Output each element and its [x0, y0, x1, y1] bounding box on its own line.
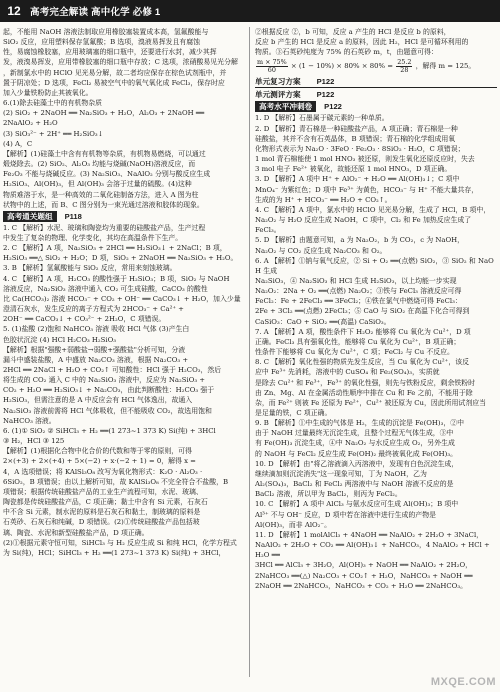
text-line: (4) A，C	[3, 139, 33, 148]
calculation-line	[255, 57, 497, 75]
text-line: 将生成的 CO₂ 通入 C 中的 Na₂SiO₃ 溶液中，反应为 Na₂SiO₃ +	[3, 376, 206, 385]
text-line: 3 mol 电子 Fe²⁺ 被氧化，故能还原 1 mol HNO₃，D 项正确。	[255, 165, 452, 174]
text-line: Na₂O₂ 与 CO₂ 反应生成 Na₂CO₃ 和 O₂。	[255, 246, 387, 255]
text-line: NaAlO₂ + 2H₂O + CO₂ ══ Al(OH)₃↓ + NaHCO₃，4 NaAlO₂ + HCl + H₂O ══	[255, 541, 490, 560]
text-line: 杂，而 Fe²⁺ 则被 Fe 还原为 Fe²⁺，Cu²⁺ 被还原为 Cu，因此所用试剂应当	[255, 398, 486, 407]
text-line: Na₂SiO₃，④ Na₂SiO₃ 和 HCl 生成 H₂SiO₃，以上均能一步实现	[255, 276, 457, 285]
text-line: 物质难溶于水，是一种高效的二氧化硅制备方法，进入 A 图为柱	[3, 190, 199, 199]
text-line: 澄清石灰水，发生反应的离子方程式为 2HCO₃⁻ + Ca²⁺ +	[3, 305, 184, 314]
text-line: CaSiO₃：CaO + SiO₂ ══(高温) CaSiO₃。	[255, 317, 391, 326]
text-line: 的 NaOH 与 FeCl₂ 反应生成 Fe(OH)₂ 最终被氧化成 Fe(OH)₃。	[255, 449, 457, 458]
text-line: 1 mol 青石棉能使 1 mol HNO₃ 被还原，则发生氧化还原反应时，失去	[255, 155, 475, 164]
section-unit-test	[255, 89, 497, 100]
text-line: 璃、陶瓷、水泥和新型硅酸盐产品，D 项正确。	[3, 528, 149, 537]
right-column	[255, 27, 497, 677]
text-line: 4. C 【解析】A 项中，氯水中的 HClO 见光易分解，生成了 HCl，B 项中，	[255, 205, 491, 214]
fraction-2	[396, 59, 412, 74]
text-line: 陶瓷都是传统硅酸盐产品，C 项正确；黏土中含有 Si 元素，石灰石	[3, 498, 208, 507]
text-line: 应中 Fe³⁺ 先消耗，溶液中的 CuSO₄ 和 Fe₂(SO₄)₃，实质就	[255, 368, 440, 377]
column-divider	[249, 27, 250, 677]
text-line: (2)①根据元素守恒可知，SiHCl₃ 与 H₂ 反应生成 Si 和纯 HCl，化学方程式	[3, 538, 237, 547]
fraction-1-denominator: 60	[267, 65, 276, 74]
text-line: Al₂(SO₄)₃，BaCl₂ 和 FeCl₂ 两溶液中与 NaOH 溶液不反应的是	[255, 480, 454, 489]
text-line: ②根据反应 ②，b 可知，反应 a 产生的 HCl 是反应 b 的原料，	[255, 28, 451, 36]
text-line: 硅酸盐，其并不含有石英晶体，B 项错误；青石棉的化学组成用氧	[255, 134, 456, 143]
text-line: 石英砂、石灰石和纯碱，D 项错误。(2)①传统硅酸盐产品包括玻	[3, 518, 200, 527]
text-line: 6. A 【解析】①钠与氧气反应，② Si + O₂ ══(点燃) SiO₂，③ SiO₂ 和 NaOH 生成	[255, 256, 494, 275]
fraction-2-denominator: 28	[400, 65, 409, 74]
text-line: 起，不能用 NaOH 溶液法制取应用橡胶塞装置成本高，氢氟酸能与	[3, 28, 209, 36]
text-line: 化物形式表示为 Na₂O · 3FeO · Fe₂O₃ · 8SiO₂ · H₂O，C 项错误；	[255, 144, 465, 153]
text-line: 由 Zn、Mg、Al 在金属活动性顺序中排在 Cu 和 Fe 之前，不能用于除	[255, 388, 473, 397]
text-line: 1. C 【解析】水泥、玻璃和陶瓷均为重要的硅酸盐产品，生产过程	[3, 223, 206, 232]
text-line: 3. D 【解析】A 项中 H⁺ + AlO₂⁻ + H₂O ══ Al(OH)₃↓；C 项中	[255, 175, 460, 184]
section-header	[3, 211, 245, 222]
text-line: 8. C 【解析】氧化性强的物质先发生反应，当 Cu 氧化为 Cu²⁺，该反	[255, 358, 469, 367]
text-line: 是除去 Cu²⁺ 和 Fe³⁺，Fe³⁺ 的氧化性强，则先与铁粉反应，剩余铁粉时	[255, 378, 476, 387]
calculation-middle: × (1 − 10%) × 80% × 80% =	[290, 62, 393, 71]
text-line: 2NaHCO₃ ══(△) Na₂CO₃ + CO₂↑ + H₂O，NaHCO₃ + NaOH ══	[255, 571, 473, 580]
watermark: MXQE.COM	[430, 676, 496, 688]
text-line: FeCl₂：Fe + 2FeCl₃ ══ 3FeCl₂；④铁在氯气中燃烧可得 FeCl₃：	[255, 297, 462, 306]
text-line: 4. C 【解析】A 项，H₂CO₃ 的酸性强于 H₂SiO₃；B 项，SiO₂ 与 NaOH	[3, 274, 230, 283]
section-page-ref: P118	[64, 211, 82, 221]
text-line: 色胶状沉淀 (4) HCl H₂CO₃ H₂SiO₃	[3, 335, 117, 344]
text-line: 2HCl ══ 2NaCl + H₂O + CO₂↑ 可知酸性：HCl 强于 H₂CO₃，然后	[3, 366, 222, 374]
text-line: (2) SiO₂ + 2NaOH ══ Na₂SiO₃ + H₂O，Al₂O₃ + 2NaOH ══	[3, 109, 205, 118]
right-column-top	[255, 27, 497, 57]
text-line: 9. B 【解析】①中生成的气体是 H₂，生成的沉淀是 Fe(OH)₃，②中	[255, 419, 465, 428]
text-line: 1. D 【解析】石墨属于碳元素的一种单质。	[255, 114, 389, 123]
text-line: 性，易腐蚀橡胶塞，应用玻璃塞的细口瓶中，还要进行水封，减少其挥	[3, 48, 217, 57]
text-line: 5. (1)盐酸 (2)饱和 NaHCO₃ 溶液 吸收 HCl 气体 (3)产生白	[3, 325, 190, 334]
text-line: 有 Fe(OH)₃ 沉淀生成，④中 Na₂O₂ 与水反应生成 O₂，另外生成	[255, 439, 455, 448]
text-line: 【解析】(1)硅藻土中含有有机物等杂质，有机物易燃烧，可以通过	[3, 149, 206, 158]
section-band-label: 单元测评方案	[255, 90, 301, 100]
section-band-label: 高考通关题组	[3, 211, 57, 222]
text-line: 【解析】根据"强酸+弱酸盐→弱酸+强酸盐"分析可知，分液	[3, 345, 186, 354]
text-line: 反应 b 产生的 HCl 是反应 a 的原料，因此 H₂，HCl 是可循环利用的	[255, 38, 469, 47]
text-line: NaHCO₃ 溶液。	[3, 416, 56, 425]
text-line: 漏斗中盛装盐酸，A 中盛放 Na₂CO₃ 溶液，根据 Na₂CO₃ +	[3, 355, 189, 364]
section-unit-review	[255, 76, 497, 88]
fraction-1-numerator: m × 75%	[257, 57, 287, 66]
text-line: 2×(+3) + 2×(+4) + 5×(−2) + x·(−2 + 1) = 0，解得 x =	[3, 457, 196, 466]
text-line: 5. D 【解析】由题意可知，a 为 Na₂O₂，b 为 CO₂，c 为 NaOH，	[255, 236, 465, 245]
header-title: 高考完全解读 高中化学 必修 1	[30, 7, 161, 18]
text-line: 6SiO₂，B 项错误；由以上解析可知，故 KAlSi₃O₈ 不完全符合不盐酸，B	[3, 477, 229, 486]
text-line: 置于阴凉处；D 选项，FeCl₂ 易被空气中的氧气氧化成 FeCl₃，保存时应	[3, 78, 225, 87]
section-exam-sprint	[255, 101, 497, 112]
text-line: Na₂SiO₃ 溶液前需将 HCl 气体吸收，但不能吸收 CO₂，故选用饱和	[3, 406, 212, 415]
text-line: H₂SiO₃ ══△ SiO₂ + H₂O；D 项，SiO₂ + 2NaOH ══ Na₂SiO₃ + H₂O。	[3, 254, 238, 263]
text-line: 6. (1)① SiO₂ ② SiHCl₃ + H₂ ══(1 273~1 373 K) Si(纯) + 3HCl	[3, 426, 216, 435]
text-line: 由于 NaOH 过量最终无沉淀生成，且整个过程无气体生成，③中	[255, 429, 454, 438]
text-line: Na₂O₂：2Na + O₂ ══(点燃) Na₂O₂；③铁与 FeCl₃ 溶液反应可得	[255, 287, 462, 296]
text-line: 加入少量铁粉防止其被氧化。	[3, 88, 93, 97]
section-page-ref: P122	[316, 90, 335, 100]
text-line: FeCl₃。	[255, 226, 281, 235]
text-line: 发，液溴易挥发，应用带橡胶塞的细口瓶中存放；C 选项，浓硝酸易见光分解	[3, 58, 238, 67]
text-line: Fe₂O₃ 不能与烧碱反应。(3) Na₂SiO₃、NaAlO₂ 分别与酸反应生成	[3, 170, 211, 179]
text-line: 11. D 【解析】1 molAlCl₃ + 4NaOH ══ NaAlO₂ + 2H₂O + 3NaCl，	[255, 530, 484, 539]
text-line: 生成的为 H⁺ + HCO₃⁻ ══ H₂O + CO₂↑。	[255, 195, 392, 204]
text-line: ，新制氯水中的 HClO 见光易分解，故二者均应保存在棕色试剂瓶中，并	[3, 68, 227, 77]
text-line: 6.(1)除去硅藻土中的有机物杂质	[3, 99, 103, 108]
text-line: 【解析】(1)根据化合物中化合价的代数和等于零的原则，可得	[3, 447, 192, 456]
calculation-result: ，解得 m = 125。	[415, 62, 476, 71]
fraction-2-numerator: 25.2	[397, 57, 412, 66]
text-line: 正确。FeCl₃ 具有强氧化性，能够将 Cu 氧化为 Cu²⁺，B 项正确；	[255, 337, 461, 346]
text-line: 物质。③石英砂纯度为 75% 的石英砂 m，t，由题意可得：	[255, 48, 438, 57]
text-line: 10. D 【解析】由"将乙溶液滴入丙溶液中，发现有白色沉淀生成，	[255, 459, 459, 468]
text-line: 为 Si(纯)，HCl；SiHCl₃ + H₂ ══(1 273~1 373 K) Si(纯) + 3HCl，	[3, 548, 226, 557]
text-line: 是足量的铁，C 项正确。	[255, 409, 332, 417]
page-header	[0, 0, 500, 22]
text-line: (3) SiO₃²⁻ + 2H⁺ ══ H₂SiO₃↓	[3, 129, 104, 138]
page-number: 12	[7, 4, 21, 18]
text-line: 3HCl ══ AlCl₃ + 3H₂O，Al(OH)₃ + NaOH ══ NaAlO₂ + 2H₂O，	[255, 561, 472, 570]
text-line: 中发生了复杂的物理、化学变化，其均在高温条件下生产。	[3, 233, 183, 242]
fraction-1	[256, 59, 288, 74]
text-line: Al(OH)₃，而非 AlO₂⁻。	[255, 520, 331, 529]
text-line: 继续滴加则沉淀消失"这一现象可知，丁为 NaOH，乙为	[255, 469, 427, 478]
left-column	[3, 27, 245, 677]
text-line: 2NaAlO₂ + H₂O	[3, 119, 58, 128]
text-line: 溶液反应，Na₂SiO₃ 溶液中通入 CO₂ 可生成硅酸，CaCO₃ 的酸性	[3, 284, 208, 293]
text-line: 2. C 【解析】A 项，Na₂SiO₃ + 2HCl ══ H₂SiO₃↓ + 2NaCl；B 项，	[3, 244, 227, 253]
text-line: 2OH⁻ ══ CaCO₃↓ + CO₃²⁻ + 2H₂O，C 项错误。	[3, 315, 166, 324]
text-line: CO₂ + H₂O ══ H₂SiO₃↓ + Na₂CO₃，由此判断酸性：H₂CO₃ 强于	[3, 386, 215, 395]
text-line: 状物中的上述，而 B、C 图分别为一束光通过溶液和胶体的现象。	[3, 200, 204, 209]
section-title: 单元复习方案	[255, 77, 301, 87]
text-line: 7. A 【解析】A 项，酸性条件下 H₂O₂ 能够将 Cu 氧化为 Cu²⁺，D 项	[255, 327, 471, 336]
section-page-ref: P122	[316, 77, 335, 87]
text-line: MnO₄⁻ 为紫红色；D 项中 Fe³⁺ 为黄色，HCO₃⁻ 与 H⁺ 不能大量共存，	[255, 185, 479, 194]
text-line: ③ H₂，HCl ③ 125	[3, 437, 65, 446]
text-line: BaCl₂ 溶液，所以甲为 BaCl₂，则丙为 FeCl₂。	[255, 490, 402, 499]
text-line: 煅烧除去。(2) SiO₂、Al₂O₃ 均能与烧碱(NaOH)溶液反应，而	[3, 160, 196, 169]
section-page-ref: P122	[324, 102, 342, 112]
text-line: 4，A 选项错误；将 KAlSi₃O₈ 改写为氧化物形式：K₂O · Al₂O₃ ·	[3, 467, 203, 476]
text-line: H₂SiO₃、Al(OH)₃，但 Al(OH)₃ 会溶于过量的硫酸。(4)这种	[3, 180, 192, 189]
text-line: 比 Ca(HCO₃)₂ 溶液 HCO₃⁻ + CO₂ + OH⁻ ══ CaCO₃↓ + H₂O，加入少量	[3, 294, 241, 303]
right-column-body	[255, 113, 497, 590]
text-line: 2. D 【解析】青石棉是一种硅酸盐产品，A 项正确；青石棉是一种	[255, 124, 458, 133]
text-line: H₂SiO₃，但需注意的是 A 中反应会有 HCl 气体逸出，故通入	[3, 396, 193, 405]
text-line: 10. C 【解析】A 项中 AlCl₃ 与氨水反应可生成 Al(OH)₃；B 项中	[255, 500, 459, 509]
text-line: Al³⁺ 不与 OH⁻ 反应，D 项中若在溶液中进行生成的产物是	[255, 510, 436, 519]
text-line: 项错误；根据传统硅酸盐产品的工业生产流程可知，水泥、玻璃、	[3, 487, 203, 496]
text-line: 中不含 Si 元素，制水泥的原料是石灰石和黏土，制玻璃的原料是	[3, 508, 201, 517]
text-line: Na₂O₂ 与 H₂O 反应生成 NaOH，C 项中，Cl₂ 和 Fe 加热反应生成了	[255, 216, 472, 225]
text-line: 3. B 【解析】氢氟酸能与 SiO₂ 反应，常用来刻蚀玻璃。	[3, 264, 177, 273]
text-line: 2Fe + 3Cl₂ ══(点燃) 2FeCl₃；⑤ CaO 与 SiO₂ 在高温下化合可得到	[255, 307, 470, 316]
text-line: 性条件下能够将 Cu 氧化为 Cu²⁺，C 项；FeCl₂ 与 Cu 不反应。	[255, 348, 454, 357]
text-line: SiO₂ 反应，应用塑料保存氢氟酸；B 选项，溴液易挥发且有腐蚀	[3, 38, 201, 47]
section-band-label: 高考水平冲刺卷	[255, 101, 316, 112]
text-line: 2NaOH ══ 2NaHCO₃，NaHCO₃ + CO₂ + H₂O ══ 2NaHCO₃。	[255, 581, 467, 590]
